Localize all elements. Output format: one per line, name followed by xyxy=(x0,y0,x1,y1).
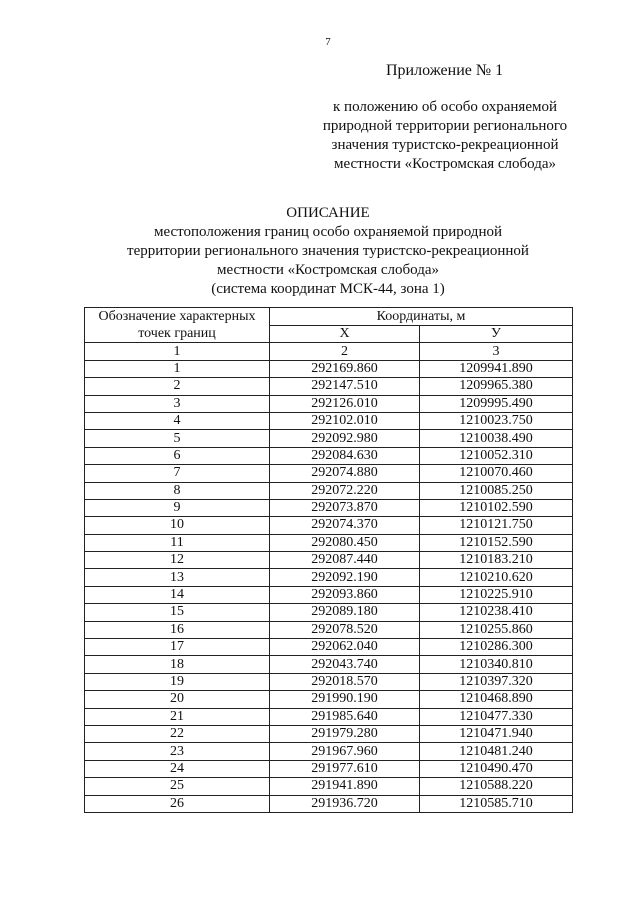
table-row xyxy=(85,673,573,690)
y-coordinate-cell: 1210085.250 xyxy=(420,482,573,499)
table-row xyxy=(85,395,573,412)
y-coordinate-cell: 1210490.470 xyxy=(420,760,573,777)
appendix-subtitle-line: местности «Костромская слобода» xyxy=(333,156,557,172)
table-body xyxy=(85,360,573,812)
x-column-header: X xyxy=(270,326,420,343)
heading-line: (система координат МСК-44, зона 1) xyxy=(211,281,445,297)
point-number-cell: 16 xyxy=(85,621,270,638)
point-number-cell: 6 xyxy=(85,447,270,464)
table-row xyxy=(85,604,573,621)
point-number-cell: 4 xyxy=(85,412,270,429)
y-coordinate-cell: 1210023.750 xyxy=(420,412,573,429)
x-coordinate-cell: 291979.280 xyxy=(270,725,420,742)
table-row xyxy=(85,656,573,673)
x-coordinate-cell: 292102.010 xyxy=(270,412,420,429)
x-coordinate-cell: 292072.220 xyxy=(270,482,420,499)
x-coordinate-cell: 292093.860 xyxy=(270,586,420,603)
y-coordinate-cell: 1210102.590 xyxy=(420,499,573,516)
x-coordinate-cell: 291936.720 xyxy=(270,795,420,812)
heading-line: местности «Костромская слобода» xyxy=(216,262,440,278)
x-coordinate-cell: 292092.190 xyxy=(270,569,420,586)
y-coordinate-cell: 1210238.410 xyxy=(420,604,573,621)
point-number-cell: 21 xyxy=(85,708,270,725)
point-number-cell: 1 xyxy=(85,360,270,377)
point-number-cell: 10 xyxy=(85,517,270,534)
point-number-cell: 26 xyxy=(85,795,270,812)
x-coordinate-cell: 292084.630 xyxy=(270,447,420,464)
table-row xyxy=(85,465,573,482)
point-number-cell: 2 xyxy=(85,378,270,395)
table-row xyxy=(85,760,573,777)
index-cell: 2 xyxy=(270,343,420,360)
x-coordinate-cell: 292062.040 xyxy=(270,639,420,656)
table-row xyxy=(85,360,573,377)
x-coordinate-cell: 292089.180 xyxy=(270,604,420,621)
coordinates-header: Координаты, м xyxy=(270,308,573,326)
y-coordinate-cell: 1210340.810 xyxy=(420,656,573,673)
table-row xyxy=(85,552,573,569)
point-number-cell: 12 xyxy=(85,552,270,569)
y-coordinate-cell: 1210286.300 xyxy=(420,639,573,656)
heading-title: ОПИСАНИЕ xyxy=(286,205,370,221)
point-number-cell: 24 xyxy=(85,760,270,777)
y-coordinate-cell: 1210183.210 xyxy=(420,552,573,569)
coordinates-table xyxy=(84,307,573,813)
table-row xyxy=(85,447,573,464)
table-row xyxy=(85,378,573,395)
appendix-subtitle-line: к положению об особо охраняемой xyxy=(333,99,557,115)
point-number-cell: 9 xyxy=(85,499,270,516)
y-coordinate-cell: 1210152.590 xyxy=(420,534,573,551)
x-coordinate-cell: 292169.860 xyxy=(270,360,420,377)
x-coordinate-cell: 292087.440 xyxy=(270,552,420,569)
point-number-cell: 8 xyxy=(85,482,270,499)
y-coordinate-cell: 1210588.220 xyxy=(420,778,573,795)
point-number-cell: 13 xyxy=(85,569,270,586)
table-row xyxy=(85,725,573,742)
appendix-title: Приложение № 1 xyxy=(386,62,504,79)
x-coordinate-cell: 292074.880 xyxy=(270,465,420,482)
point-number-cell: 23 xyxy=(85,743,270,760)
point-number-cell: 3 xyxy=(85,395,270,412)
y-coordinate-cell: 1210471.940 xyxy=(420,725,573,742)
point-number-cell: 25 xyxy=(85,778,270,795)
table-row xyxy=(85,517,573,534)
table-row xyxy=(85,691,573,708)
table-row xyxy=(85,795,573,812)
point-number-cell: 18 xyxy=(85,656,270,673)
x-coordinate-cell: 292078.520 xyxy=(270,621,420,638)
point-number-cell: 7 xyxy=(85,465,270,482)
y-coordinate-cell: 1210397.320 xyxy=(420,673,573,690)
index-cell: 1 xyxy=(85,343,270,360)
y-column-header: У xyxy=(420,326,573,343)
y-coordinate-cell: 1210481.240 xyxy=(420,743,573,760)
x-coordinate-cell: 292043.740 xyxy=(270,656,420,673)
y-coordinate-cell: 1209941.890 xyxy=(420,360,573,377)
y-coordinate-cell: 1210468.890 xyxy=(420,691,573,708)
table-row xyxy=(85,482,573,499)
y-coordinate-cell: 1210121.750 xyxy=(420,517,573,534)
x-coordinate-cell: 291941.890 xyxy=(270,778,420,795)
x-coordinate-cell: 292092.980 xyxy=(270,430,420,447)
point-number-cell: 5 xyxy=(85,430,270,447)
table-row xyxy=(85,534,573,551)
point-number-cell: 22 xyxy=(85,725,270,742)
table-row xyxy=(85,778,573,795)
y-coordinate-cell: 1210210.620 xyxy=(420,569,573,586)
points-column-header: Обозначение характерных точек границ xyxy=(85,308,270,343)
x-coordinate-cell: 292073.870 xyxy=(270,499,420,516)
point-number-cell: 19 xyxy=(85,673,270,690)
table-row xyxy=(85,569,573,586)
table-row xyxy=(85,743,573,760)
table-index-row xyxy=(85,343,573,360)
y-coordinate-cell: 1210255.860 xyxy=(420,621,573,638)
point-number-cell: 14 xyxy=(85,586,270,603)
y-coordinate-cell: 1210070.460 xyxy=(420,465,573,482)
y-coordinate-cell: 1210225.910 xyxy=(420,586,573,603)
appendix-subtitle-line: значения туристско-рекреационной xyxy=(331,137,559,153)
x-coordinate-cell: 292074.370 xyxy=(270,517,420,534)
appendix-subtitle xyxy=(300,98,590,174)
y-coordinate-cell: 1210038.490 xyxy=(420,430,573,447)
table-row xyxy=(85,639,573,656)
appendix-subtitle-line: природной территории регионального xyxy=(322,118,568,134)
y-coordinate-cell: 1209995.490 xyxy=(420,395,573,412)
table-header-row xyxy=(85,308,573,326)
table-row xyxy=(85,708,573,725)
document-heading xyxy=(0,204,640,299)
y-coordinate-cell: 1210052.310 xyxy=(420,447,573,464)
x-coordinate-cell: 292080.450 xyxy=(270,534,420,551)
x-coordinate-cell: 292147.510 xyxy=(270,378,420,395)
table-row xyxy=(85,499,573,516)
index-cell: 3 xyxy=(420,343,573,360)
x-coordinate-cell: 291990.190 xyxy=(270,691,420,708)
heading-line: территории регионального значения туристско-рекреационной xyxy=(127,243,529,259)
table-row xyxy=(85,621,573,638)
point-number-cell: 11 xyxy=(85,534,270,551)
x-coordinate-cell: 292126.010 xyxy=(270,395,420,412)
table-row xyxy=(85,430,573,447)
x-coordinate-cell: 292018.570 xyxy=(270,673,420,690)
page-number: 7 xyxy=(325,36,331,48)
x-coordinate-cell: 291985.640 xyxy=(270,708,420,725)
point-number-cell: 15 xyxy=(85,604,270,621)
y-coordinate-cell: 1209965.380 xyxy=(420,378,573,395)
point-number-cell: 17 xyxy=(85,639,270,656)
y-coordinate-cell: 1210477.330 xyxy=(420,708,573,725)
table-row xyxy=(85,412,573,429)
x-coordinate-cell: 291977.610 xyxy=(270,760,420,777)
y-coordinate-cell: 1210585.710 xyxy=(420,795,573,812)
heading-line: местоположения границ особо охраняемой природной xyxy=(153,224,502,240)
table-row xyxy=(85,586,573,603)
point-number-cell: 20 xyxy=(85,691,270,708)
x-coordinate-cell: 291967.960 xyxy=(270,743,420,760)
